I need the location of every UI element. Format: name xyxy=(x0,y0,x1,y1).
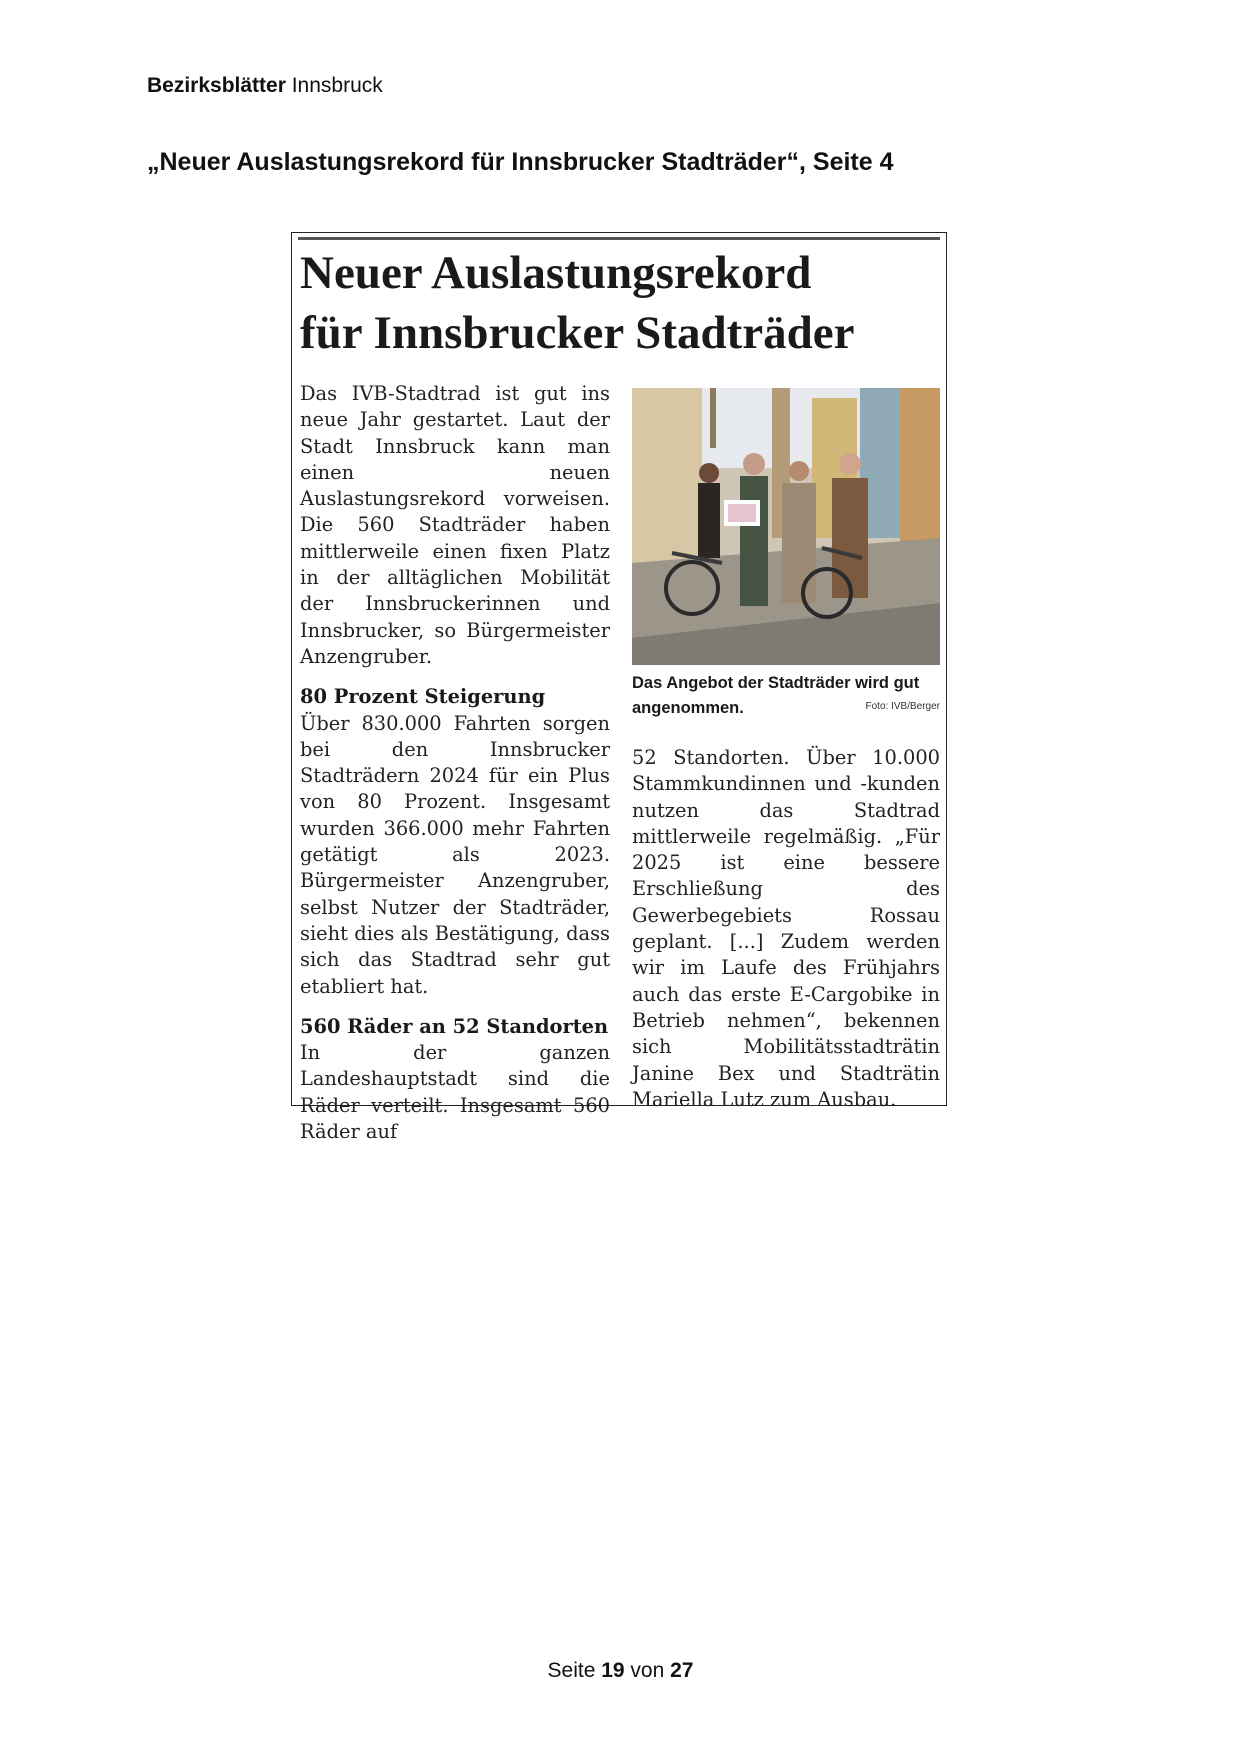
page-footer xyxy=(0,1659,1241,1683)
publication-name: Bezirksblätter xyxy=(147,74,286,97)
document-title: „Neuer Auslastungsrekord für Innsbrucker Stadträder“, Seite 4 xyxy=(147,148,894,176)
footer-middle: von xyxy=(624,1659,671,1682)
article-column-left xyxy=(300,381,610,1145)
photo-caption xyxy=(632,671,940,721)
article-paragraph-2: In der ganzen Landeshauptstadt sind die Räder verteilt. Insgesamt 560 Räder auf xyxy=(300,1041,610,1144)
clipping-top-rule xyxy=(298,237,940,240)
subheading-increase: 80 Prozent Steigerung xyxy=(300,685,546,709)
total-page-count: 27 xyxy=(670,1659,694,1682)
article-paragraph-1: Über 830.000 Fahrten sorgen bei den Innsbrucker Stadträdern 2024 für ein Plus von 80 Prozent. Insgesamt wurden 366.000 mehr Fahrten getätigt als 2023. Bürgermeister Anzengruber, selbst Nutzer der Stadträder, sieht dies als Bestätigung, dass sich das Stadtrad sehr gut etabliert hat. xyxy=(300,711,610,998)
article-paragraph-2-continued: 52 Standorten. Über 10.000 Stammkundinnen und -kunden nutzen das Stadtrad mittlerweile regelmäßig. „Für 2025 ist eine bessere Erschließung des Gewerbegebiets Rossau geplant. [...] Zudem werden wir im Laufe des Frühjahrs auch das erste E-Cargobike in Betrieb nehmen“, bekennen sich Mobilitätsstadträtin Janine Bex und Stadträtin Mariella Lutz zum Ausbau. xyxy=(632,746,940,1111)
article-intro: Das IVB-Stadtrad ist gut ins neue Jahr gestartet. Laut der Stadt Innsbruck kann man einen neuen Auslastungsrekord vorweisen. Die 560 Stadträder haben mittlerweile einen fixen Platz in der alltäglichen Mobilität der Innsbruckerinnen und Innsbrucker, so Bürgermeister Anzengruber. xyxy=(300,382,610,668)
subheading-locations: 560 Räder an 52 Standorten xyxy=(300,1014,609,1038)
photo-caption-text: Das Angebot der Stadträder wird gut angenommen. xyxy=(632,674,920,717)
current-page-number: 19 xyxy=(601,1659,625,1682)
article-column-right xyxy=(632,745,940,1113)
photo-credit: Foto: IVB/Berger xyxy=(865,701,940,712)
article-photo xyxy=(632,388,940,665)
headline-line-1: Neuer Auslastungsrekord xyxy=(300,247,812,299)
headline-line-2: für Innsbrucker Stadträder xyxy=(300,307,855,359)
publication-region: Innsbruck xyxy=(285,74,383,97)
newspaper-clipping xyxy=(291,232,947,1144)
footer-prefix: Seite xyxy=(547,1659,602,1682)
article-headline xyxy=(300,243,854,363)
publication-line xyxy=(147,74,383,98)
